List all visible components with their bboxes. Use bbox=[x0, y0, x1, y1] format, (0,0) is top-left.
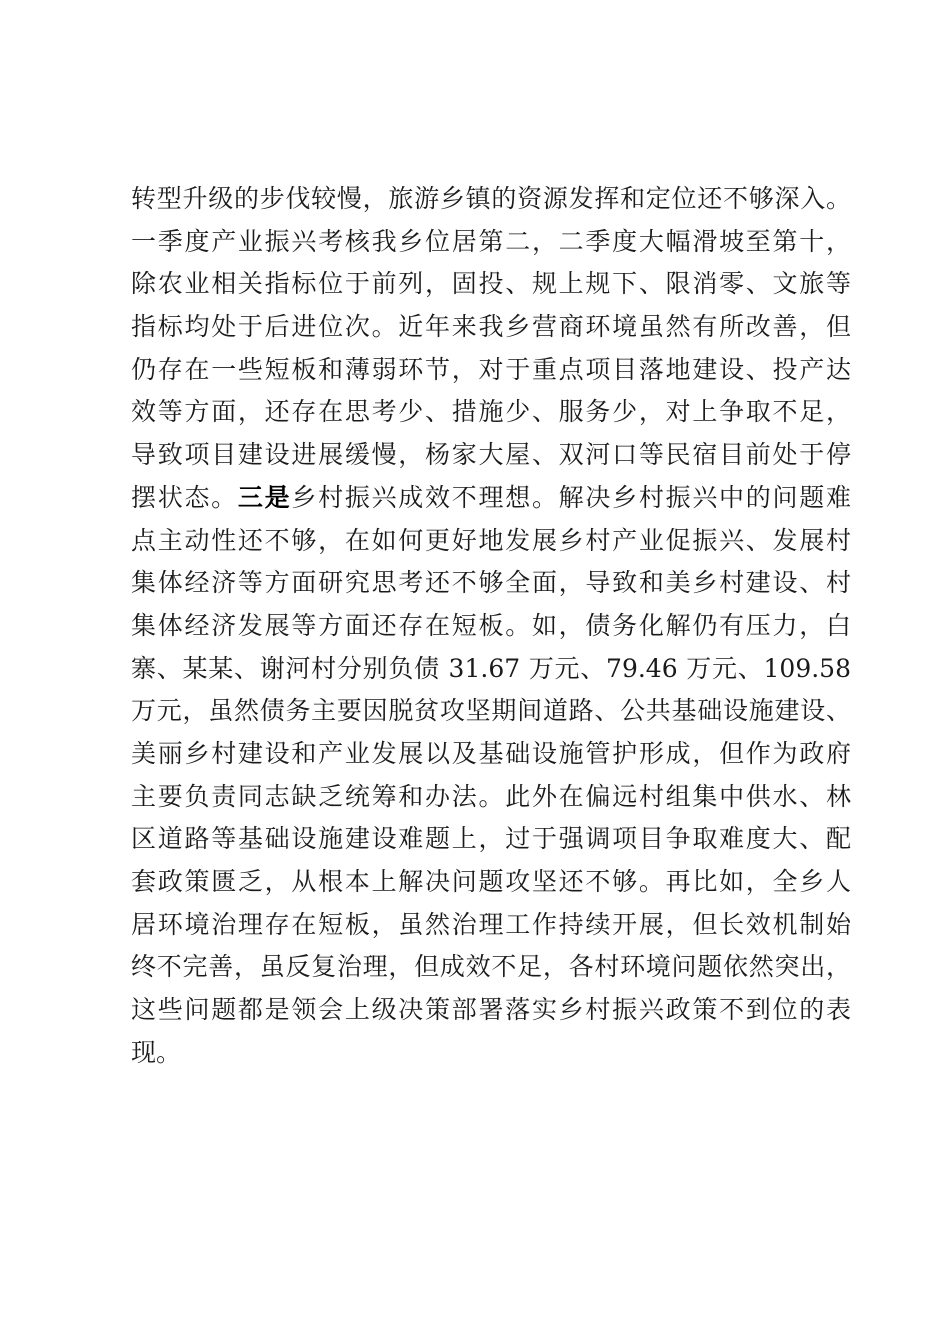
text-line-last: 现。 bbox=[131, 1037, 182, 1067]
text-line: 美丽乡村建设和产业发展以及基础设施管护形成，但作为政府 bbox=[131, 738, 851, 768]
text-line: 套政策匮乏，从根本上解决问题攻坚还不够。再比如，全乡人 bbox=[131, 867, 851, 896]
text-line: 导致项目建设进展缓慢，杨家大屋、双河口等民宿目前处于停 bbox=[131, 440, 851, 470]
text-line: 一季度产业振兴考核我乡位居第二，二季度大幅滑坡至第十， bbox=[131, 226, 851, 256]
text-line: 集体经济发展等方面还存在短板。如，债务化解仍有压力，白 bbox=[131, 610, 851, 640]
text-line: 仍存在一些短板和薄弱环节，对于重点项目落地建设、投产达 bbox=[131, 354, 851, 384]
text-line-with-emphasis bbox=[131, 477, 851, 520]
emphasis-three: 三是 bbox=[237, 482, 292, 512]
text-line: 指标均处于后进位次。近年来我乡营商环境虽然有所改善，但 bbox=[131, 312, 851, 342]
text-line: 转型升级的步伐较慢，旅游乡镇的资源发挥和定位还不够深入。 bbox=[131, 184, 851, 213]
text-line: 主要负责同志缺乏统筹和办法。此外在偏远村组集中供水、林 bbox=[131, 781, 851, 811]
text-line: 终不完善，虽反复治理，但成效不足，各村环境问题依然突出， bbox=[131, 952, 851, 982]
body-paragraph bbox=[131, 178, 851, 1074]
text-line: 除农业相关指标位于前列，固投、规上规下、限消零、文旅等 bbox=[131, 269, 851, 299]
text-line: 这些问题都是领会上级决策部署落实乡村振兴政策不到位的表 bbox=[131, 995, 851, 1025]
text-line: 寨、某某、谢河村分别负债 31.67 万元、79.46 万元、109.58 bbox=[131, 653, 851, 683]
text-line: 点主动性还不够，在如何更好地发展乡村产业促振兴、发展村 bbox=[131, 525, 851, 555]
text-line: 万元，虽然债务主要因脱贫攻坚期间道路、公共基础设施建设、 bbox=[131, 696, 851, 726]
text-line: 效等方面，还存在思考少、措施少、服务少，对上争取不足， bbox=[131, 397, 851, 427]
text-line: 区道路等基础设施建设难题上，过于强调项目争取难度大、配 bbox=[131, 824, 851, 854]
text-line: 集体经济等方面研究思考还不够全面，导致和美乡村建设、村 bbox=[131, 568, 851, 598]
line-suffix: 乡村振兴成效不理想。解决乡村振兴中的问题难 bbox=[291, 482, 851, 512]
text-line: 居环境治理存在短板，虽然治理工作持续开展，但长效机制始 bbox=[131, 909, 851, 939]
line-prefix: 摆状态。 bbox=[131, 482, 238, 512]
